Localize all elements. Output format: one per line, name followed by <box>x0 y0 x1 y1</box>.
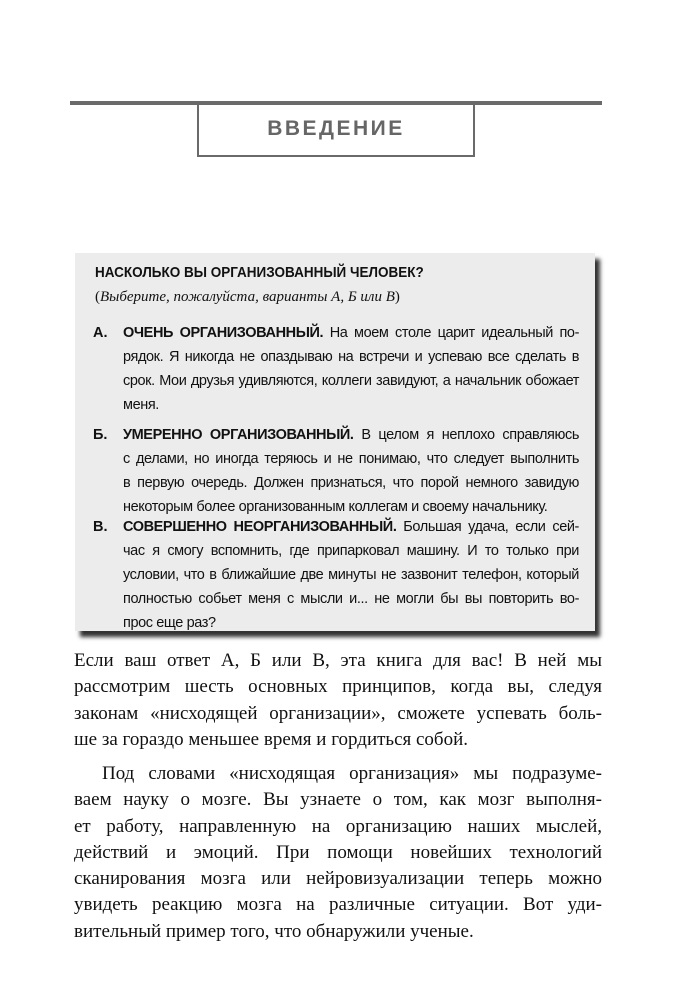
text-line: рассмотрим шесть основных принципов, когда вы, следуя <box>74 676 602 698</box>
text-line: Если ваш ответ А, Б или В, эта книга для вас! В ней мы <box>74 650 602 671</box>
text-line: законам «нисходящей организации», сможете успевать боль- <box>74 702 602 724</box>
paren-close: ) <box>394 289 400 305</box>
option-text: прос еще раз? <box>123 615 216 631</box>
quiz-option-a <box>93 321 579 417</box>
text-line: увидеть реакцию мозга на различные ситуации. Вот уди- <box>74 894 602 916</box>
option-text: час я смогу вспомнить, где припарковал машину. И то только при <box>123 543 579 559</box>
option-text: На моем столе царит идеальный по- <box>323 325 580 341</box>
quiz-question: НАСКОЛЬКО ВЫ ОРГАНИЗОВАННЫЙ ЧЕЛОВЕК? <box>95 264 424 281</box>
option-text: рядок. Я никогда не опаздываю на встречи и успеваю все сделать в <box>123 349 579 365</box>
paren-open: ( <box>95 289 100 305</box>
text-line: сканирования мозга или нейровизуализации теперь можно <box>74 868 602 890</box>
option-letter: А. <box>93 325 108 341</box>
option-heading: ОЧЕНЬ ОРГАНИЗОВАННЫЙ. <box>123 325 324 341</box>
option-letter: В. <box>93 519 108 535</box>
body-paragraph-2 <box>74 761 602 945</box>
text-line: ет работу, направленную на организацию наших мыслей, <box>74 815 602 837</box>
text-line: вительный пример того, что обнаружили ученые. <box>74 920 474 942</box>
option-text: с делами, но иногда теряюсь и не понимаю, что следует выполнить <box>123 451 579 467</box>
text-line: действий и эмоций. При помощи новейших технологий <box>74 841 602 863</box>
option-text: В целом я неплохо справляюсь <box>353 427 579 443</box>
quiz-option-c <box>93 515 579 635</box>
quiz-option-b <box>93 423 579 519</box>
option-heading: СОВЕРШЕННО НЕОРГАНИЗОВАННЫЙ. <box>123 519 397 535</box>
text-line: Под словами «нисходящая организация» мы подразуме- <box>102 763 602 784</box>
chapter-title-box <box>197 103 475 157</box>
body-paragraph-1 <box>74 648 602 753</box>
option-text: некоторым более организованным коллегам и своему начальнику. <box>123 499 548 515</box>
option-letter: Б. <box>93 427 108 443</box>
chapter-title: ВВЕДЕНИЕ <box>267 117 405 140</box>
text-line: ваем науку о мозге. Вы узнаете о том, как мозг выполня- <box>74 789 602 811</box>
option-text: срок. Мои друзья удивляются, коллеги завидуют, а начальник обожает <box>123 373 579 389</box>
option-text: меня. <box>123 397 159 413</box>
option-heading: УМЕРЕННО ОРГАНИЗОВАННЫЙ. <box>123 427 354 443</box>
option-text: полностью собьет меня с мысли и... не могли бы вы повторить во- <box>123 591 579 607</box>
quiz-instruction <box>95 289 400 306</box>
option-text: в первую очередь. Должен признаться, что порой немного завидую <box>123 475 579 491</box>
option-text: условии, что в ближайшие две минуты не зазвонит телефон, который <box>123 567 579 583</box>
instruction-text: Выберите, пожалуйста, варианты А, Б или В <box>100 289 395 305</box>
text-line: ше за гораздо меньшее время и гордиться собой. <box>74 728 469 750</box>
option-text: Большая удача, если сей- <box>396 519 579 535</box>
quiz-box <box>75 253 595 631</box>
